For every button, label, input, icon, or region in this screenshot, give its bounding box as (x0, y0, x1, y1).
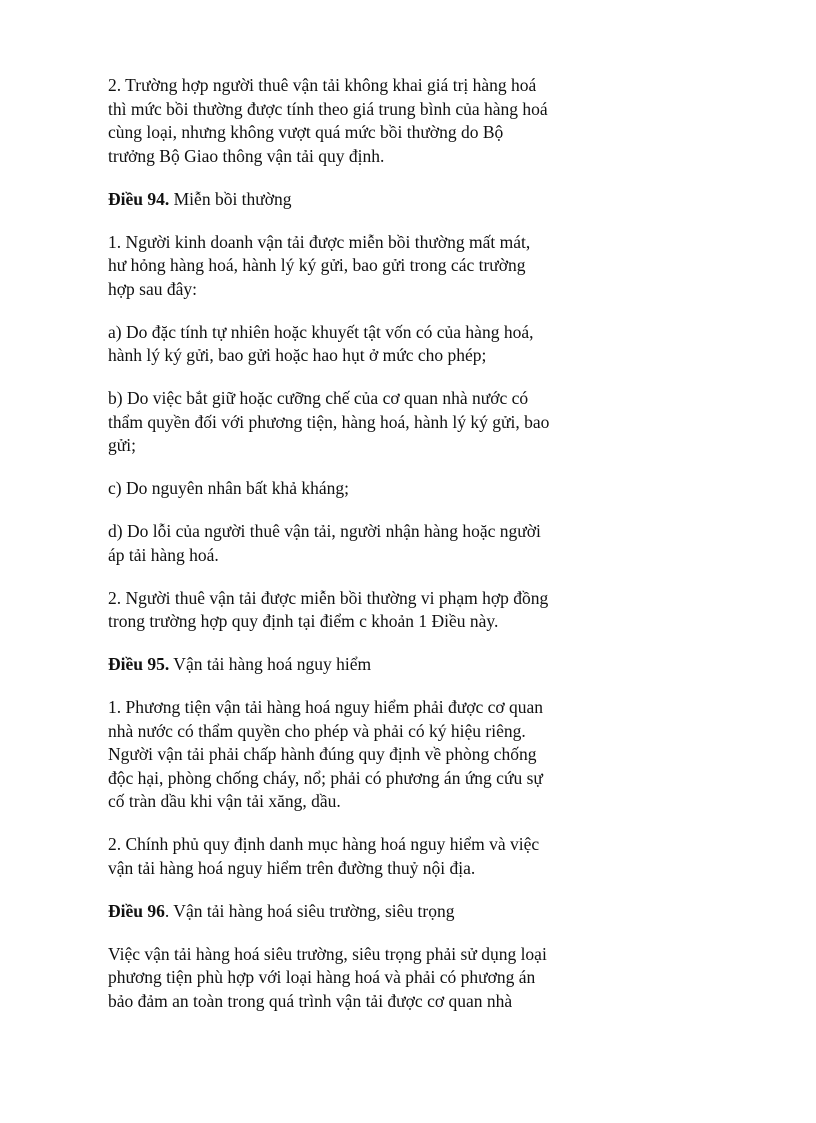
article-94-heading (108, 188, 608, 212)
article-95-clause-2: 2. Chính phủ quy định danh mục hàng hoá nguy hiểm và việc vận tải hàng hoá nguy hiểm trên đường thuỷ nội địa. (108, 834, 540, 878)
article-94-item-c: c) Do nguyên nhân bất khả kháng; (108, 478, 350, 498)
document-page (108, 74, 608, 1033)
article-96-label: Điều 96 (108, 900, 165, 921)
article-94-clause-2: 2. Người thuê vận tải được miễn bồi thường vi phạm hợp đồng trong trường hợp quy định tại điểm c khoản 1 Điều này. (108, 587, 549, 631)
article-96-title: . Vận tải hàng hoá siêu trường, siêu trọng (164, 900, 455, 921)
article-95-heading (108, 653, 608, 677)
article-94-item-a: a) Do đặc tính tự nhiên hoặc khuyết tật vốn có của hàng hoá, hành lý ký gửi, bao gửi hoặc hao hụt ở mức cho phép; (108, 321, 534, 365)
article-94-item-d: d) Do lỗi của người thuê vận tải, người nhận hàng hoặc người áp tải hàng hoá. (108, 521, 541, 565)
article-95-title: Vận tải hàng hoá nguy hiểm (169, 654, 372, 674)
article-94-title: Miễn bồi thường (169, 188, 292, 209)
article-96-heading (108, 900, 608, 924)
article-95-clause-1: 1. Phương tiện vận tải hàng hoá nguy hiểm phải được cơ quan nhà nước có thẩm quyền cho phép và phải có ký hiệu riêng. Người vận tải phải chấp hành đúng quy định về phòng chống độc hại, phòng chống cháy, nổ; phải có phương án ứng cứu sự cố tràn dầu khi vận tải xăng, dầu. (108, 697, 544, 811)
article-93-clause-2: 2. Trường hợp người thuê vận tải không khai giá trị hàng hoá thì mức bồi thường được tính theo giá trung bình của hàng hoá cùng loại, nhưng không vượt quá mức bồi thường do Bộ trưởng Bộ Giao thông vận tải quy định. (108, 75, 548, 166)
article-95-label: Điều 95. (108, 654, 170, 674)
article-94-label: Điều 94. (108, 188, 170, 209)
article-94-clause-1: 1. Người kinh doanh vận tải được miễn bồi thường mất mát, hư hỏng hàng hoá, hành lý ký gửi, bao gửi trong các trường hợp sau đây: (108, 231, 531, 299)
article-96-body: Việc vận tải hàng hoá siêu trường, siêu trọng phải sử dụng loại phương tiện phù hợp với loại hàng hoá và phải có phương án bảo đảm an toàn trong quá trình vận tải được cơ quan nhà (108, 943, 547, 1011)
article-94-item-b: b) Do việc bắt giữ hoặc cưỡng chế của cơ quan nhà nước có thẩm quyền đối với phương tiện, hàng hoá, hành lý ký gửi, bao gửi; (108, 388, 550, 455)
